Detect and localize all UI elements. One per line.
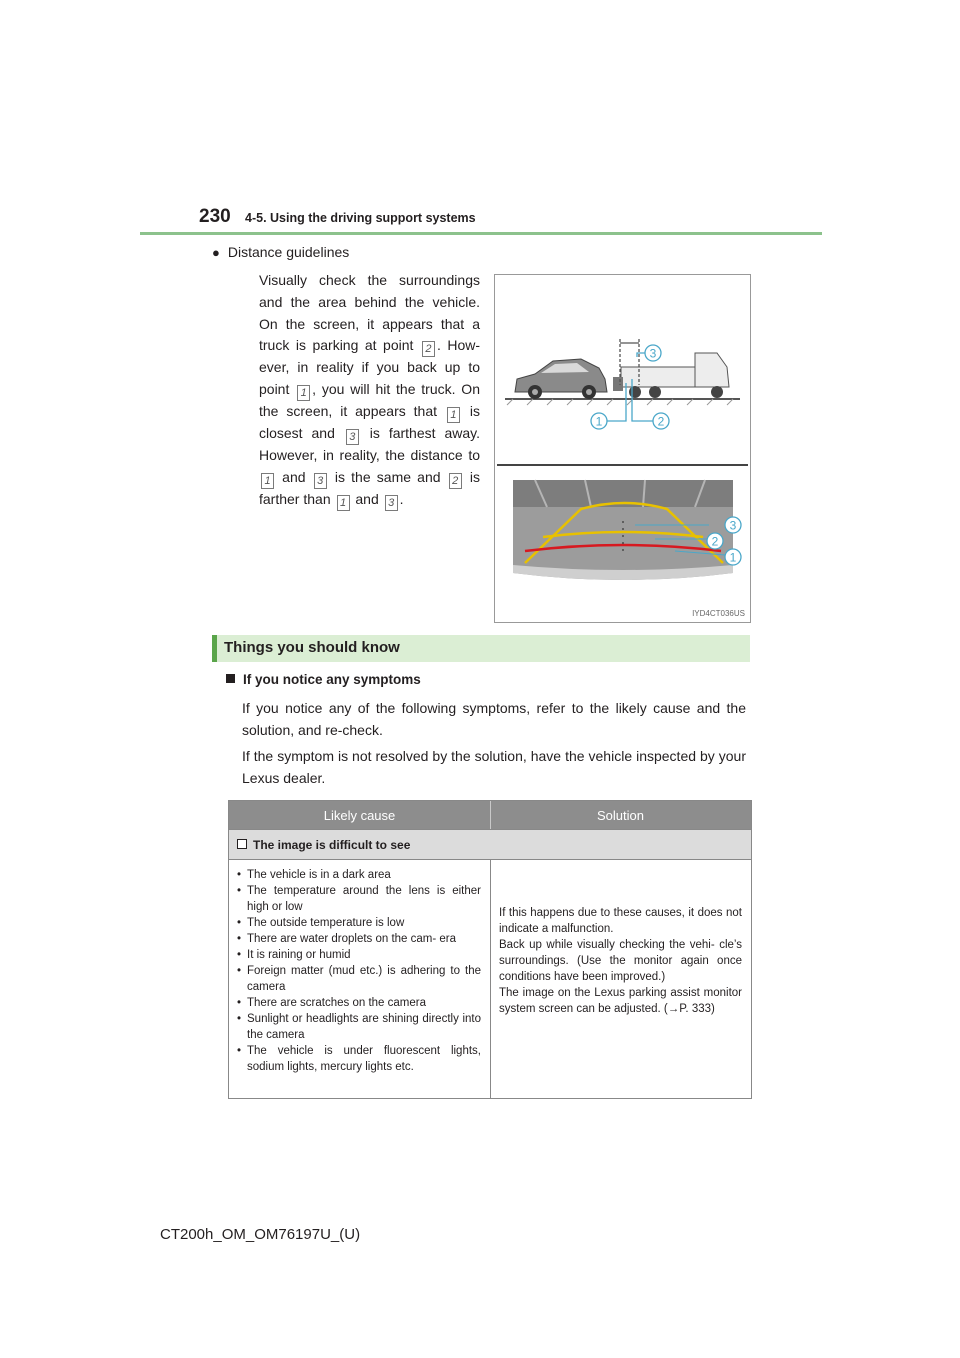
- screen-callout-1-label: 1: [729, 550, 737, 565]
- top-callout-2-label: 2: [657, 414, 665, 429]
- list-item: • There are water droplets on the cam- era: [237, 931, 481, 947]
- list-item: • The outside temperature is low: [237, 915, 481, 931]
- top-callout-2: [653, 413, 669, 429]
- text-segment: and: [355, 490, 379, 507]
- point-3-marker: 3: [385, 495, 398, 511]
- page-number: 230: [199, 206, 231, 227]
- solution-line: If this happens due to these causes, it does not indicate a malfunction.: [499, 907, 742, 935]
- column-divider: [490, 859, 491, 1098]
- point-1-marker: 1: [261, 473, 274, 489]
- text-segment: is the same and: [334, 468, 441, 485]
- top-callout-1: [591, 413, 607, 429]
- list-item: • Foreign matter (mud etc.) is adhering to the camera: [237, 963, 481, 995]
- solution-text: [499, 905, 742, 1017]
- list-item: • The temperature around the lens is either high or low: [237, 883, 481, 915]
- truck-icon: [613, 353, 729, 398]
- car-icon: [515, 359, 607, 399]
- text-segment: is farthest away. However, in reality, the distance to: [259, 425, 480, 464]
- header-solution: Solution: [597, 808, 644, 823]
- top-callout-3-label: 3: [649, 346, 657, 361]
- screen-callout-3-label: 3: [729, 518, 737, 533]
- text-segment: . How- ever, in reality if you back up to point: [259, 337, 481, 398]
- point-1-marker: 1: [447, 407, 460, 423]
- section-title: 4-5. Using the driving support systems: [245, 211, 476, 225]
- category-text: The image is difficult to see: [253, 838, 411, 852]
- notice-heading-label: If you notice any symptoms: [243, 672, 421, 687]
- figure-code: IYD4CT036US: [692, 609, 745, 618]
- banner-accent-bar: [212, 635, 217, 662]
- list-item: • It is raining or humid: [237, 947, 481, 963]
- screen-callout-3: [725, 517, 741, 533]
- distance-guidelines-label: Distance guidelines: [227, 244, 350, 260]
- text-segment: , you will hit the truck. On the screen, it appears that: [259, 381, 480, 420]
- likely-causes-list: [237, 867, 481, 1075]
- header-rule: [140, 232, 822, 235]
- point-1-marker: 1: [337, 495, 350, 511]
- list-item: • There are scratches on the camera: [237, 995, 481, 1011]
- symptom-table: [228, 800, 752, 1099]
- checkbox-icon: [237, 839, 247, 849]
- header-likely-cause: Likely cause: [323, 808, 396, 823]
- table-header-row: [229, 801, 751, 829]
- bullet-dot-icon: ●: [212, 245, 220, 260]
- table-category-row: [229, 829, 751, 860]
- text-segment: and: [282, 468, 306, 485]
- top-callout-1-label: 1: [595, 414, 603, 429]
- notice-paragraph-1: If you notice any of the following symptoms, refer to the likely cause and the solution, and re-check.: [242, 700, 746, 738]
- distance-guidelines-illustration: [495, 275, 750, 622]
- text-segment: is closest and: [259, 403, 481, 442]
- point-1-marker: 1: [297, 385, 310, 401]
- things-you-should-know-title: Things you should know: [224, 639, 400, 656]
- point-2-marker: 2: [422, 341, 435, 357]
- screen-callout-2-label: 2: [711, 534, 719, 549]
- point-3-marker: 3: [314, 473, 327, 489]
- category-label: [237, 838, 410, 852]
- notice-heading: [226, 672, 421, 687]
- distance-guidelines-text: [259, 270, 480, 511]
- distance-guidelines-figure: [494, 274, 751, 623]
- solution-line: The image on the Lexus parking assist monitor system screen can be adjusted. (→P. 333): [499, 987, 742, 1015]
- distance-guidelines-heading: [212, 244, 349, 260]
- text-segment: .: [399, 490, 404, 507]
- text-segment: is farther than: [259, 468, 481, 507]
- list-item: • The vehicle is in a dark area: [237, 867, 481, 883]
- top-callout-3: [645, 345, 661, 361]
- list-item: • The vehicle is under fluorescent lights, sodium lights, mercury lights etc.: [237, 1043, 481, 1075]
- square-bullet-icon: [226, 674, 235, 683]
- point-3-marker: 3: [346, 429, 359, 445]
- solution-line: Back up while visually checking the vehi- cle’s surroundings. (Use the monitor again once conditions have been improved.): [499, 939, 742, 983]
- point-2-marker: 2: [449, 473, 462, 489]
- list-item: • Sunlight or headlights are shining directly into the camera: [237, 1011, 481, 1043]
- text-segment: Visually check the surroundings and the area behind the vehicle. On the screen, it appears that a truck is parking at point: [259, 272, 480, 354]
- notice-paragraph-2: If the symptom is not resolved by the solution, have the vehicle inspected by your Lexus dealer.: [242, 748, 746, 786]
- screen-callout-1: [725, 549, 741, 565]
- screen-callout-2: [707, 533, 723, 549]
- document-code: CT200h_OM_OM76197U_(U): [160, 1226, 361, 1243]
